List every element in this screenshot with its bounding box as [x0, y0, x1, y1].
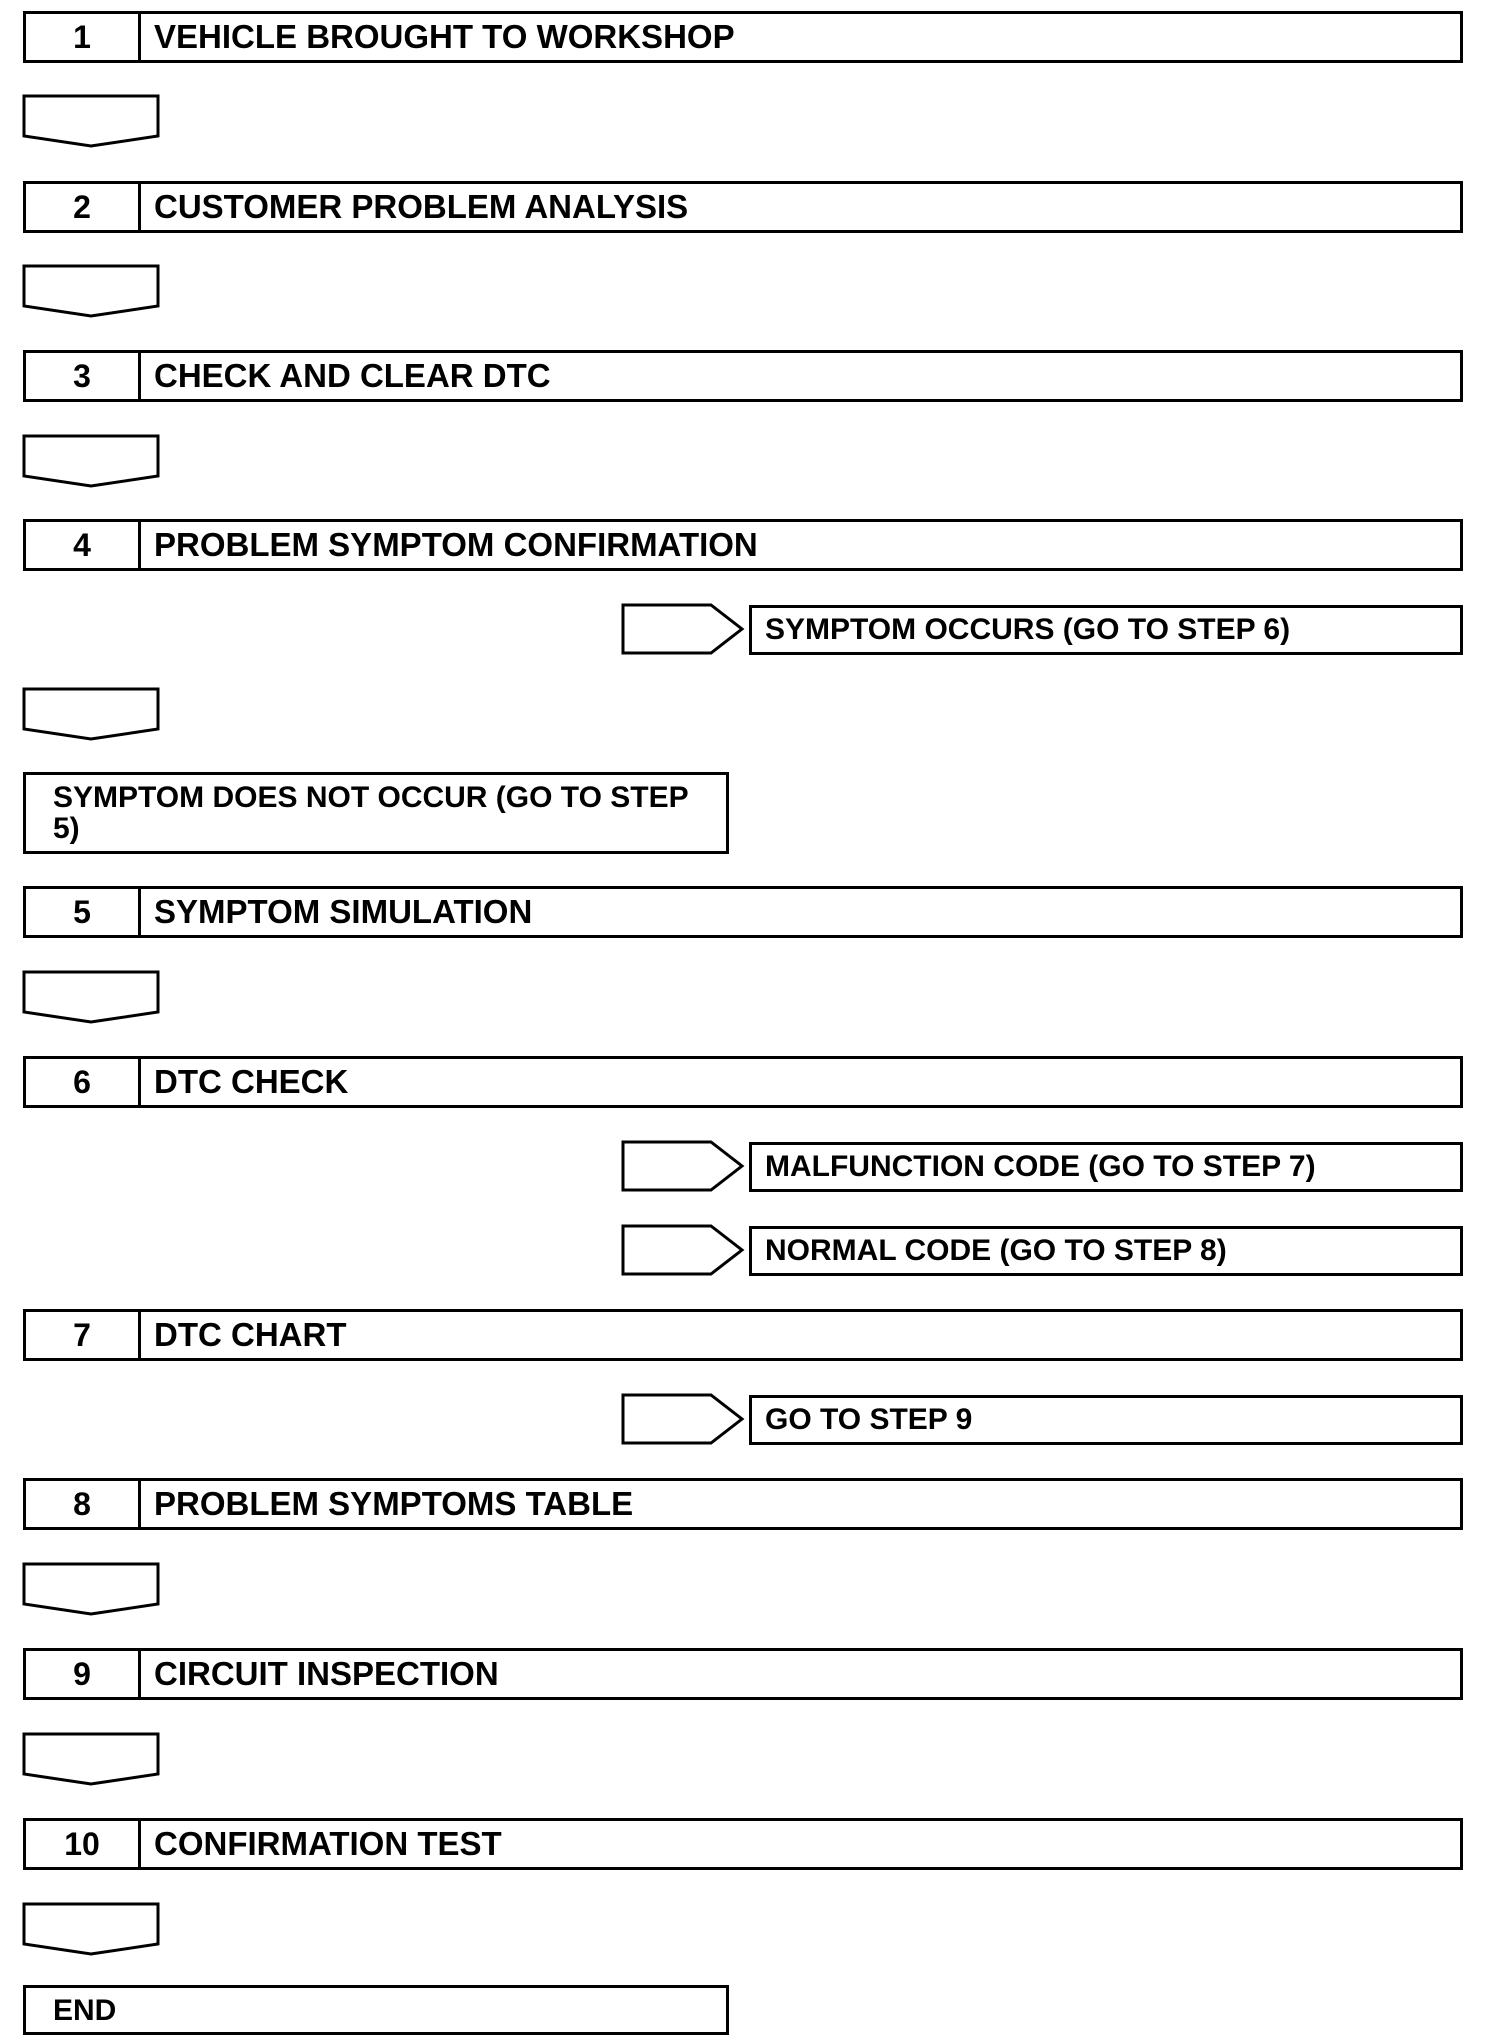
down-arrow-icon [24, 689, 160, 741]
step-10-box [23, 1818, 1463, 1870]
symptom-does-not-occur-box: SYMPTOM DOES NOT OCCUR (GO TO STEP 5) [23, 772, 729, 854]
step-label: DTC CHART [154, 1316, 347, 1353]
step-number: 8 [26, 1481, 141, 1527]
step-number: 6 [26, 1059, 141, 1105]
step-8-box [23, 1478, 1463, 1530]
step-label: CUSTOMER PROBLEM ANALYSIS [154, 188, 689, 225]
step-number: 2 [26, 184, 141, 230]
step-number: 7 [26, 1312, 141, 1358]
step-6-box [23, 1056, 1463, 1108]
step-number: 4 [26, 522, 141, 568]
step-2-box [23, 181, 1463, 233]
step-number: 9 [26, 1651, 141, 1697]
right-arrow-icon [623, 1395, 747, 1447]
down-arrow-icon [24, 436, 160, 488]
right-arrow-icon [623, 1142, 747, 1194]
down-arrow-icon [24, 1564, 160, 1616]
right-arrow-icon [623, 1226, 747, 1278]
down-arrow-icon [24, 972, 160, 1024]
step-label: PROBLEM SYMPTOMS TABLE [154, 1485, 634, 1522]
step-number: 5 [26, 889, 141, 935]
step-3-box [23, 350, 1463, 402]
step-number: 10 [26, 1821, 141, 1867]
step-number: 1 [26, 14, 141, 60]
step-5-box [23, 886, 1463, 938]
go-to-step-9-box: GO TO STEP 9 [749, 1395, 1463, 1445]
step-1-box [23, 11, 1463, 63]
end-box: END [23, 1985, 729, 2035]
normal-code-box: NORMAL CODE (GO TO STEP 8) [749, 1226, 1463, 1276]
step-label: CHECK AND CLEAR DTC [154, 357, 551, 394]
down-arrow-icon [24, 266, 160, 318]
malfunction-code-box: MALFUNCTION CODE (GO TO STEP 7) [749, 1142, 1463, 1192]
step-number: 3 [26, 353, 141, 399]
down-arrow-icon [24, 96, 160, 148]
right-arrow-icon [623, 605, 747, 657]
step-label: DTC CHECK [154, 1063, 349, 1100]
symptom-occurs-box: SYMPTOM OCCURS (GO TO STEP 6) [749, 605, 1463, 655]
step-7-box [23, 1309, 1463, 1361]
down-arrow-icon [24, 1904, 160, 1956]
down-arrow-icon [24, 1734, 160, 1786]
step-label: PROBLEM SYMPTOM CONFIRMATION [154, 526, 758, 563]
step-label: VEHICLE BROUGHT TO WORKSHOP [154, 18, 735, 55]
step-9-box [23, 1648, 1463, 1700]
step-label: CONFIRMATION TEST [154, 1825, 502, 1862]
step-label: CIRCUIT INSPECTION [154, 1655, 499, 1692]
step-label: SYMPTOM SIMULATION [154, 893, 533, 930]
step-4-box [23, 519, 1463, 571]
